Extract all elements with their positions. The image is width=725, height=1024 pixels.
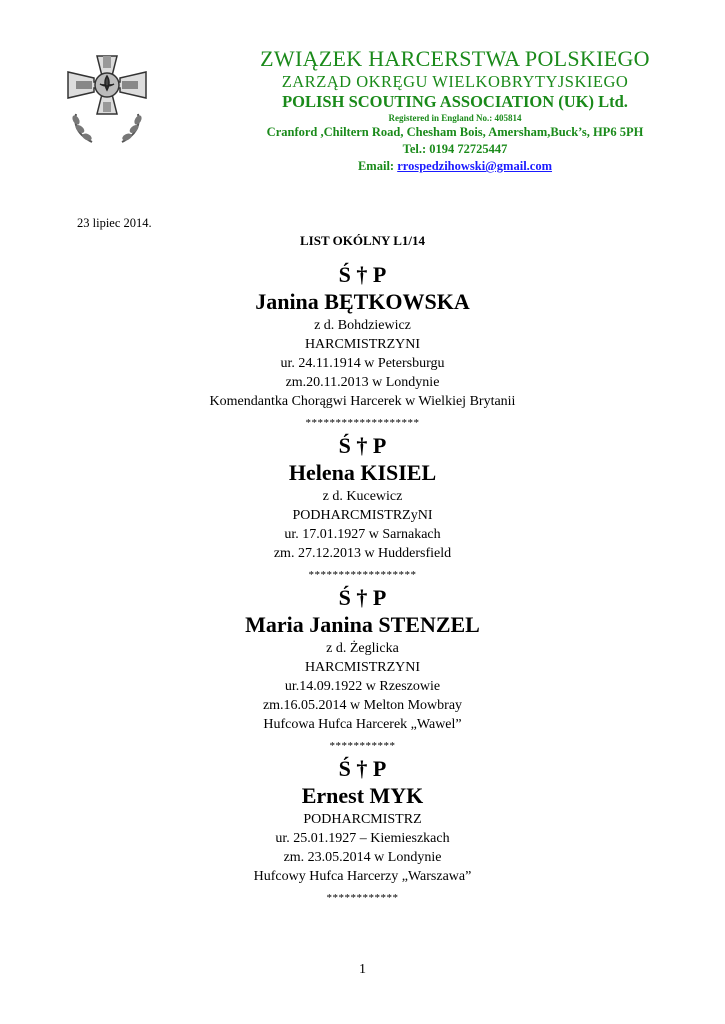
entry-line: PODHARCMISTRZyNI [292, 508, 433, 523]
page-number: 1 [359, 962, 366, 977]
entry-line: HARCMISTRZYNI [304, 660, 421, 675]
sp-heading: Ś † P [338, 433, 387, 458]
telephone: Tel.: 0194 72725447 [402, 142, 508, 156]
deceased-name: Maria Janina STENZEL [245, 612, 480, 637]
document-title: LIST OKÓLNY L1/14 [300, 233, 425, 248]
association-english-name: POLISH SCOUTING ASSOCIATION (UK) Ltd. [282, 92, 628, 111]
separator-stars: ****************** [308, 569, 417, 581]
entry-line: Komendantka Chorągwi Harcerek w Wielkiej Brytanii [209, 394, 516, 409]
obituary-list [0, 262, 725, 908]
obituary-entry [0, 585, 725, 756]
entry-line: ur. 25.01.1927 – Kiemieszkach [275, 831, 450, 846]
registration-number: Registered in England No.: 405814 [388, 113, 522, 123]
obituary-entry [0, 756, 725, 908]
email-label: Email: [357, 159, 398, 173]
deceased-name: Helena KISIEL [288, 460, 437, 485]
scout-cross-emblem-icon [62, 44, 152, 148]
separator-stars: *********** [329, 740, 396, 752]
sp-heading: Ś † P [338, 756, 387, 781]
obituary-entry [0, 433, 725, 585]
email-line [210, 158, 700, 175]
entry-line: ur. 24.11.1914 w Petersburgu [280, 356, 445, 371]
deceased-name: Ernest MYK [301, 783, 424, 808]
separator-stars: ************ [326, 892, 399, 904]
entry-line: zm. 23.05.2014 w Londynie [283, 850, 442, 865]
entry-line: zm.20.11.2013 w Londynie [285, 375, 440, 390]
entry-line: ur. 17.01.1927 w Sarnakach [284, 527, 441, 542]
entry-line: z d. Kucewicz [322, 489, 403, 504]
entry-line: ur.14.09.1922 w Rzeszowie [284, 679, 441, 694]
association-subtitle: ZARZĄD OKRĘGU WIELKOBRYTYJSKIEGO [281, 72, 629, 91]
entry-line: zm.16.05.2014 w Melton Mowbray [262, 698, 463, 713]
separator-stars: ******************* [305, 417, 420, 429]
entry-line: z d. Bohdziewicz [314, 318, 411, 333]
letterhead [210, 46, 700, 175]
sp-heading: Ś † P [338, 262, 387, 287]
entry-line: zm. 27.12.2013 w Huddersfield [273, 546, 452, 561]
entry-line: Hufcowa Hufca Harcerek „Wawel” [263, 717, 462, 732]
address: Cranford ,Chiltern Road, Chesham Bois, Amersham,Buck’s, HP6 5PH [266, 125, 644, 139]
email-link[interactable]: rrospedzihowski@gmail.com [397, 159, 553, 173]
letter-date: 23 lipiec 2014. [77, 216, 152, 230]
deceased-name: Janina BĘTKOWSKA [255, 289, 470, 314]
entry-line: z d. Żeglicka [326, 641, 399, 656]
obituary-entry [0, 262, 725, 433]
association-title: ZWIĄZEK HARCERSTWA POLSKIEGO [260, 46, 650, 71]
entry-line: Hufcowy Hufca Harcerzy „Warszawa” [253, 869, 472, 884]
entry-line: PODHARCMISTRZ [303, 812, 422, 827]
entry-line: HARCMISTRZYNI [304, 337, 421, 352]
sp-heading: Ś † P [338, 585, 387, 610]
